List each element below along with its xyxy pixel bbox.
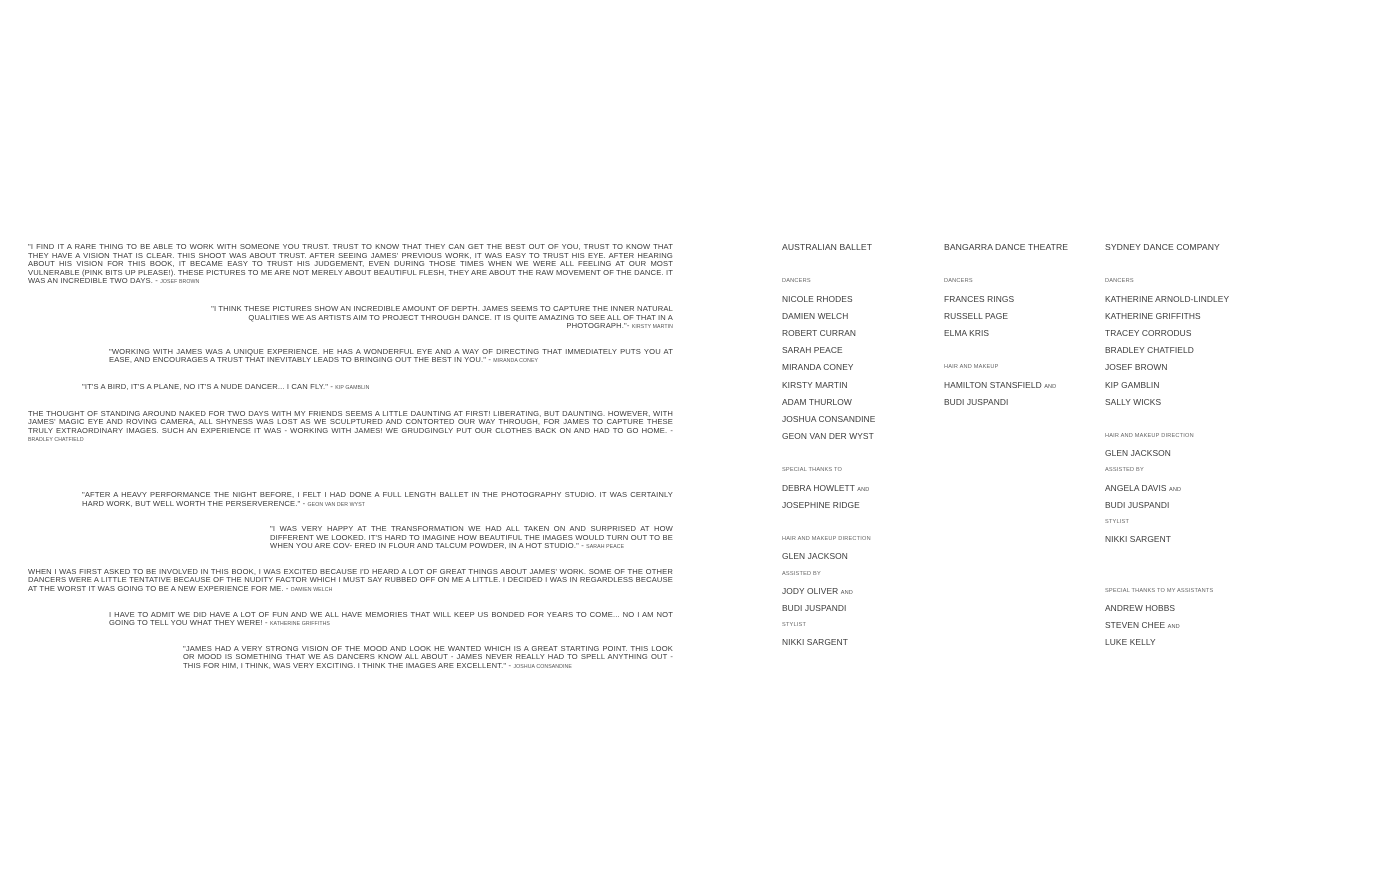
credit-text: JODY OLIVER	[782, 585, 839, 596]
credit-text: JOSEPHINE RIDGE	[782, 499, 860, 510]
quote-text: "IT'S A BIRD, IT'S A PLANE, NO IT'S A NUDE DANCER... I CAN FLY." -	[82, 381, 334, 391]
credit-role-label	[1105, 431, 1255, 448]
credit-role-label	[1105, 276, 1255, 293]
credit-text: SARAH PEACE	[782, 345, 843, 356]
credit-text: STEVEN CHEE	[1105, 620, 1166, 631]
credit-text: SPECIAL THANKS TO	[782, 467, 843, 474]
quote	[28, 645, 673, 672]
credit-name	[782, 414, 932, 431]
credit-name	[782, 345, 932, 362]
quote-text: "AFTER A HEAVY PERFORMANCE THE NIGHT BEFORE, I FELT I HAD DONE A FULL LENGTH BALLET IN THE PHOTOGRAPHY STUDIO. IT WAS CERTAINLY HARD WORK, BUT WELL WORTH THE PERSERVERENCE." -	[82, 489, 673, 508]
credit-text: BANGARRA DANCE THEATRE	[944, 242, 1069, 252]
credit-role-label	[944, 362, 1094, 379]
quote-text: "WORKING WITH JAMES WAS A UNIQUE EXPERIENCE. HE HAS A WONDERFUL EYE AND A WAY OF DIRECTING THAT IMMEDIATELY PUTS YOU AT EASE, AND ENCOURAGES A TRUST THAT INEVITABLY LEADS TO BRINGING OUT THE BEST IN YOU." -	[109, 346, 673, 365]
credit-text: HAIR AND MAKEUP	[944, 364, 999, 371]
credit-text: HAIR AND MAKEUP DIRECTION	[782, 536, 871, 543]
credits-bangarra-dance-theatre	[944, 242, 1094, 414]
credit-text: BUDI JUSPANDI	[1105, 499, 1170, 510]
credit-text: ANGELA DAVIS	[1105, 482, 1167, 493]
credit-text: ADAM THURLOW	[782, 396, 852, 407]
credit-name	[944, 311, 1094, 328]
credit-text: NIKKI SARGENT	[782, 637, 848, 648]
credit-name	[944, 380, 1094, 397]
credit-text: SALLY WICKS	[1105, 396, 1162, 407]
credit-text: NICOLE RHODES	[782, 293, 853, 304]
credit-text: HAMILTON STANSFIELD	[944, 379, 1042, 390]
credit-name	[1105, 603, 1255, 620]
quote-text: "I WAS VERY HAPPY AT THE TRANSFORMATION WE HAD ALL TAKEN ON AND SURPRISED AT HOW DIFFERENT WE LOOKED. IT'S HARD TO IMAGINE HOW BEAUTIFUL THE IMAGES WOULD TURN OUT TO BE WHEN YOU ARE COV- ERED IN FLOUR AND TALCUM POWDER, IN A HOT STUDIO." -	[270, 524, 673, 551]
credit-name	[944, 294, 1094, 311]
credit-name	[1105, 397, 1255, 414]
credit-name	[782, 603, 932, 620]
credit-name	[1105, 637, 1255, 654]
credits-australian-ballet	[782, 242, 932, 655]
quote-text: "JAMES HAD A VERY STRONG VISION OF THE MOOD AND LOOK HE WANTED WHICH IS A GREAT STARTING POINT. THIS LOOK OR MOOD IS SOMETHING THAT WE AS DANCERS KNOW ALL ABOUT - JAMES NEVER REALLY HAD TO SPELL ANYTHING OUT - THIS FOR HIM, I THINK, WAS VERY EXCITING. I THINK THE IMAGES ARE EXCELLENT." -	[183, 643, 673, 671]
quote-text: THE THOUGHT OF STANDING AROUND NAKED FOR TWO DAYS WITH MY FRIENDS SEEMS A LITTLE DAUNTING AT FIRST! LIBERATING, BUT DAUNTING. HOWEVER, WITH JAMES' MAGIC EYE AND ROVING CAMERA, ALL SHYNESS WAS LOST AS WE SCULPTURED AND CONTORTED OUR WAY THROUGH, FOR JAMES TO CAPTURE THESE TRULY EXTRAORDINARY IMAGES. SUCH AN EXPERIENCE IT WAS - WORKING WITH JAMES! WE GRUDGINGLY PUT OUR CLOTHES BACK ON AND HAD TO GO HOME. -	[28, 408, 673, 435]
credit-text: DAMIEN WELCH	[782, 310, 849, 321]
credit-text: SPECIAL THANKS TO MY ASSISTANTS	[1105, 587, 1214, 594]
credit-text: TRACEY CORRODUS	[1105, 327, 1192, 338]
spacer	[944, 345, 1094, 362]
quote-author: GEON VAN DER WYST	[307, 501, 366, 508]
credit-text: STYLIST	[1105, 519, 1130, 525]
testimonials	[28, 243, 673, 672]
credit-name	[782, 397, 932, 414]
quote-author: KATHERINE GRIFFITHS	[269, 621, 330, 628]
credit-name	[782, 483, 932, 500]
quote-author: DAMIEN WELCH	[290, 587, 333, 594]
credit-name	[1105, 311, 1255, 328]
quote-text: I HAVE TO ADMIT WE DID HAVE A LOT OF FUN AND WE ALL HAVE MEMORIES THAT WILL KEEP US BONDED FOR YEARS TO COME... NO I AM NOT GOING TO TELL YOU WHAT THEY WERE! -	[109, 609, 673, 628]
credit-name	[1105, 362, 1255, 379]
spacer	[782, 259, 932, 276]
quote-author: JOSEF BROWN	[160, 279, 200, 286]
credit-text: KIRSTY MARTIN	[782, 379, 848, 390]
quote-text: WHEN I WAS FIRST ASKED TO BE INVOLVED IN THIS BOOK, I WAS EXCITED BECAUSE I'D HEARD A LOT OF GREAT THINGS ABOUT JAMES' WORK. SOME OF THE OTHER DANCERS WERE A LITTLE TENTATIVE BECAUSE OF THE NUDITY FACTOR WHICH I MUST SAY RUBBED OFF ON ME A LITTLE. I DECIDED I WAS IN REGARDLESS BECAUSE AT THE WORST IT WAS GOING TO BE A NEW EXPERIENCE FOR ME. -	[28, 566, 673, 594]
credit-name	[782, 551, 932, 568]
credit-name	[782, 380, 932, 397]
credit-text: ASSISTED BY	[1105, 467, 1144, 474]
credit-name	[782, 328, 932, 345]
quote	[28, 491, 673, 509]
quote	[28, 305, 673, 332]
credit-text: DANCERS	[1105, 278, 1134, 285]
credit-name	[1105, 328, 1255, 345]
credit-text: BUDI JUSPANDI	[944, 396, 1009, 407]
credit-text: ASSISTED BY	[782, 570, 821, 577]
credit-role-label	[944, 276, 1094, 293]
credit-text: DANCERS	[944, 278, 973, 285]
credit-text: KIP GAMBLIN	[1105, 379, 1160, 390]
credit-name	[782, 586, 932, 603]
credit-text: GEON VAN DER WYST	[782, 431, 874, 442]
quote-author: SARAH PEACE	[586, 544, 625, 551]
quote-author: BRADLEY CHATFIELD	[28, 437, 84, 444]
credit-and: AND	[1044, 383, 1057, 390]
credit-name	[1105, 483, 1255, 500]
credit-name	[782, 500, 932, 517]
credit-text: BRADLEY CHATFIELD	[1105, 345, 1194, 356]
credit-name	[1105, 620, 1255, 637]
spacer	[1105, 551, 1255, 568]
credit-name	[1105, 380, 1255, 397]
credit-text: AUSTRALIAN BALLET	[782, 242, 873, 252]
credits-sydney-dance-company	[1105, 242, 1255, 655]
quote	[28, 243, 673, 287]
credit-text: LUKE KELLY	[1105, 637, 1156, 648]
credit-text: GLEN JACKSON	[782, 551, 848, 562]
credit-name	[1105, 534, 1255, 551]
credit-text: SYDNEY DANCE COMPANY	[1105, 242, 1220, 252]
quote	[28, 410, 673, 445]
quote-text: "I THINK THESE PICTURES SHOW AN INCREDIBLE AMOUNT OF DEPTH. JAMES SEEMS TO CAPTURE THE INNER NATURAL QUALITIES WE AS ARTISTS AIM TO PROJECT THROUGH DANCE. IT IS QUITE AMAZING TO SEE ALL OF THAT IN A PHOTOGRAPH."-	[211, 303, 673, 331]
credit-text: DEBRA HOWLETT	[782, 482, 855, 493]
credit-name	[782, 362, 932, 379]
credit-text: JOSHUA CONSANDINE	[782, 413, 876, 424]
credit-text: ROBERT CURRAN	[782, 327, 857, 338]
quote	[28, 525, 673, 552]
quote-author: JOSHUA CONSANDINE	[513, 664, 572, 671]
credit-text: ELMA KRIS	[944, 327, 990, 338]
credit-role-label	[782, 276, 932, 293]
credit-name	[1105, 500, 1255, 517]
quote	[28, 611, 673, 629]
spacer	[1105, 259, 1255, 276]
credit-text: BUDI JUSPANDI	[782, 602, 847, 613]
company-heading	[944, 242, 1094, 259]
credit-text: RUSSELL PAGE	[944, 310, 1009, 321]
company-heading	[1105, 242, 1255, 259]
credit-name	[782, 431, 932, 448]
credit-text: DANCERS	[782, 278, 811, 285]
credit-text: NIKKI SARGENT	[1105, 534, 1171, 545]
quote-author: KIP GAMBLIN	[335, 384, 370, 391]
credit-text: ANDREW HOBBS	[1105, 602, 1176, 613]
quote-author: MIRANDA CONEY	[493, 358, 539, 365]
credit-role-label	[782, 620, 932, 637]
credit-text: KATHERINE ARNOLD-LINDLEY	[1105, 293, 1230, 304]
credit-name	[1105, 448, 1255, 465]
quote	[28, 348, 673, 366]
credit-name	[782, 294, 932, 311]
credit-and: AND	[857, 486, 870, 493]
spacer	[782, 517, 932, 534]
credit-and: AND	[1167, 624, 1180, 631]
credit-text: GLEN JACKSON	[1105, 448, 1171, 459]
quote-text: "I FIND IT A RARE THING TO BE ABLE TO WORK WITH SOMEONE YOU TRUST. TRUST TO KNOW THAT THEY CAN GET THE BEST OUT OF YOU, TRUST TO KNOW THAT THEY HAVE A VISION THAT IS CLEAR. THIS SHOOT WAS ABOUT TRUST. AFTER SEEING JAMES' PREVIOUS WORK, IT WAS EASY TO TRUST HIS EYE. AFTER HEARING ABOUT HIS VISION FOR THIS BOOK, IT BECAME EASY TO TRUST HIS JUDGEMENT, EVEN DURING THOSE TIMES WHEN WE WERE ALL FEELING AT OUR MOST VULNERABLE (PINK BITS UP PLEASE!). THESE PICTURES TO ME ARE NOT MERELY ABOUT BEAUTIFUL FLESH, THEY ARE ABOUT THE RAW MOVEMENT OF THE DANCE. IT WAS AN INCREDIBLE TWO DAYS. -	[28, 242, 673, 286]
quote	[28, 383, 673, 393]
credit-text: JOSEF BROWN	[1105, 362, 1168, 373]
credit-role-label	[1105, 465, 1255, 482]
credit-text: STYLIST	[782, 622, 807, 629]
company-heading	[782, 242, 932, 259]
spacer	[1105, 414, 1255, 431]
credit-role-label	[782, 569, 932, 586]
credit-role-label	[1105, 586, 1255, 603]
credit-name	[944, 397, 1094, 414]
credit-and: AND	[840, 589, 853, 596]
quote-author: KIRSTY MARTIN	[631, 324, 673, 331]
credit-role-label	[782, 465, 932, 482]
credit-name	[782, 637, 932, 654]
spacer	[782, 448, 932, 465]
credit-role-label	[782, 534, 932, 551]
credit-role-label	[1105, 517, 1255, 534]
credit-and: AND	[1169, 486, 1182, 493]
credit-text: FRANCES RINGS	[944, 293, 1015, 304]
quote	[28, 568, 673, 595]
spacer	[1105, 569, 1255, 586]
credit-name	[782, 311, 932, 328]
spacer	[944, 259, 1094, 276]
credit-text: KATHERINE GRIFFITHS	[1105, 310, 1201, 321]
credit-name	[1105, 345, 1255, 362]
credit-name	[944, 328, 1094, 345]
credit-name	[1105, 294, 1255, 311]
credit-text: MIRANDA CONEY	[782, 362, 854, 373]
credit-text: HAIR AND MAKEUP DIRECTION	[1105, 433, 1194, 440]
